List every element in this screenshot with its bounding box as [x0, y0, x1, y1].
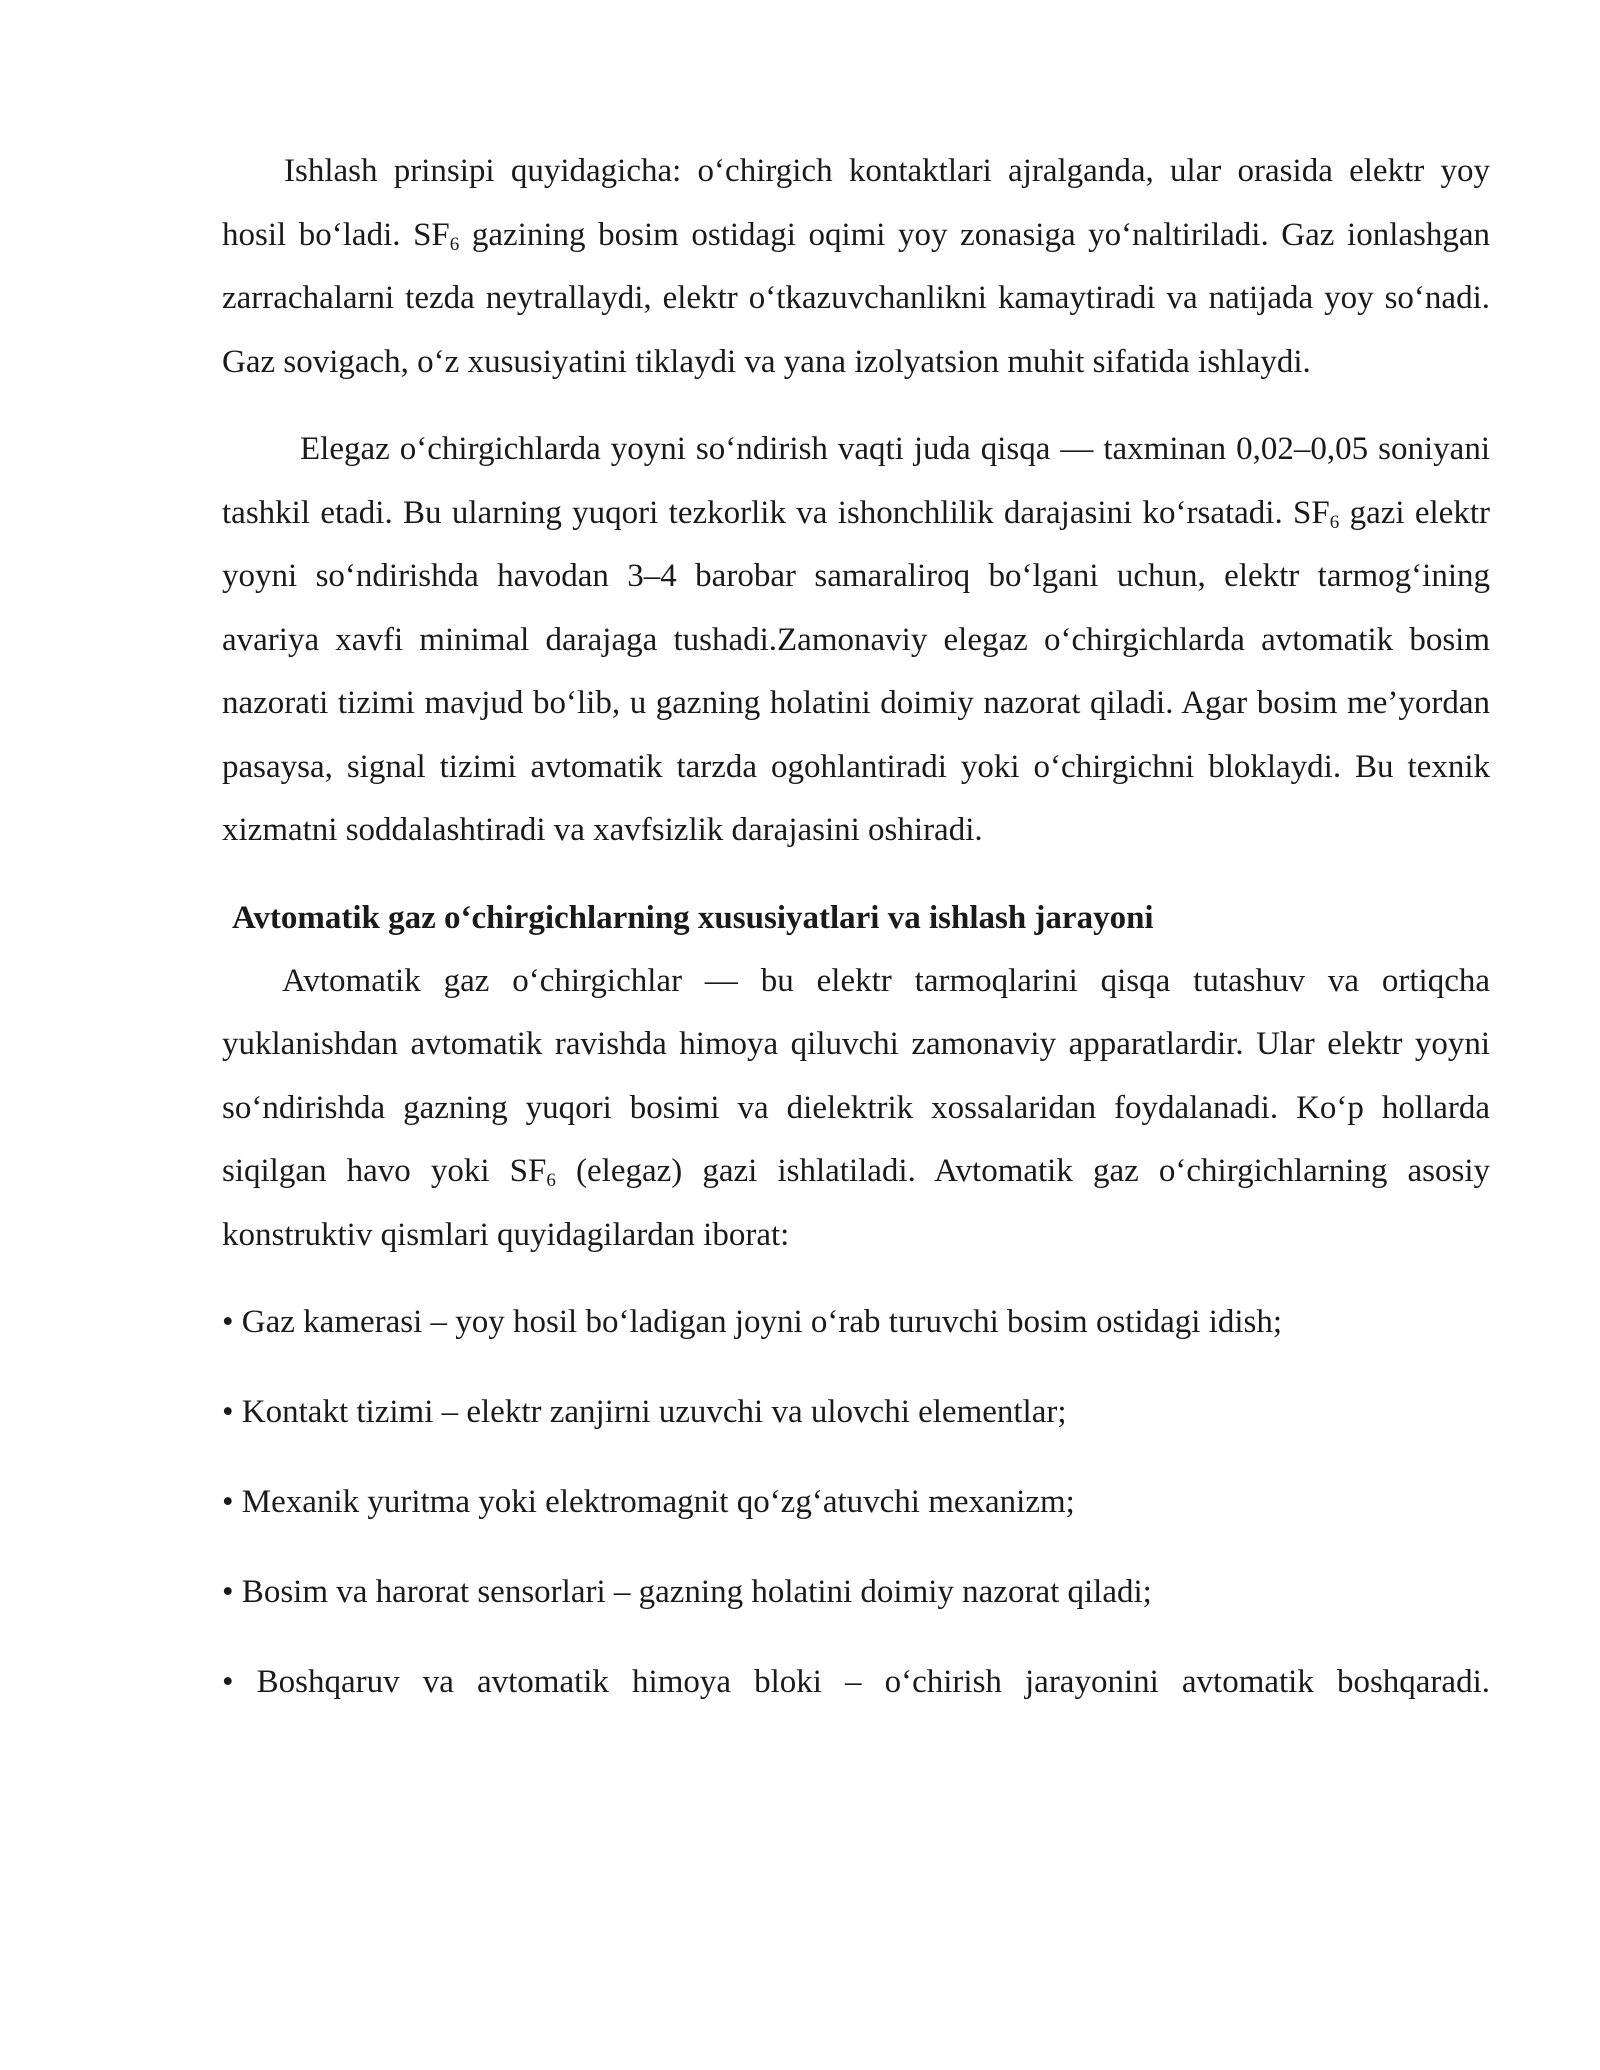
section-heading: Avtomatik gaz o‘chirgichlarning xususiyatlari va ishlash jarayoni [232, 899, 1154, 936]
list-item: • Kontakt tizimi – elektr zanjirni uzuvchi va ulovchi elementlar; [222, 1394, 1067, 1430]
subscript: 6 [546, 1170, 556, 1191]
list-item: • Boshqaruv va avtomatik himoya bloki – o‘chirish jarayonini avtomatik boshqaradi. [222, 1664, 1490, 1700]
list-item: • Gaz kamerasi – yoy hosil bo‘ladigan joyni o‘rab turuvchi bosim ostidagi idish; [222, 1304, 1283, 1340]
paragraph-automatic-breakers [222, 950, 1490, 1268]
paragraph-text: (elegaz) gazi ishlatiladi. Avtomatik gaz o‘chirgichlarning asosiy konstruktiv qismlari quyidagilardan iborat: [222, 1153, 1490, 1253]
paragraph-text: gazining bosim ostidagi oqimi yoy zonasiga yo‘naltiriladi. Gaz ionlashgan zarrachalarni tezda neytrallaydi, elektr o‘tkazuvchanlikni kamaytiradi va natijada yoy so‘nadi. Gaz sovigach, o‘z xususiyatini tiklaydi va yana izolyatsion muhit sifatida ishlaydi. [222, 216, 1490, 380]
paragraph-elegaz-timing [222, 418, 1490, 863]
paragraph-text: Avtomatik gaz o‘chirgichlar — bu elektr tarmoqlarini qisqa tutashuv va ortiqcha yuklanishdan avtomatik ravishda himoya qiluvchi zamonaviy apparatlardir. Ular elektr yoyni so‘ndirishda gazning yuqori bosimi va dielektrik xossalaridan foydalanadi. Ko‘p hollarda siqilgan havo yoki SF [222, 962, 1490, 1189]
list-item: • Bosim va harorat sensorlari – gazning holatini doimiy nazorat qiladi; [222, 1574, 1152, 1610]
subscript: 6 [449, 233, 460, 255]
list-item: • Mexanik yuritma yoki elektromagnit qo‘zg‘atuvchi mexanizm; [222, 1484, 1075, 1520]
paragraph-text: gazi elektr yoyni so‘ndirishda havodan 3–4 barobar samaraliroq bo‘lgani uchun, elektr tarmog‘ining avariya xavfi minimal darajaga tushadi.Zamonaviy elegaz o‘chirgichlarda avtomatik bosim nazorati tizimi mavjud bo‘lib, u gazning holatini doimiy nazorat qiladi. Agar bosim me’yordan pasaysa, signal tizimi avtomatik tarzda ogohlantiradi yoki o‘chirgichni bloklaydi. Bu texnik xizmatni soddalashtiradi va xavfsizlik darajasini oshiradi. [222, 494, 1490, 848]
paragraph-text: Ishlash prinsipi quyidagicha: o‘chirgich kontaktlari ajralganda, ular orasida elektr yoy hosil bo‘ladi. SF [222, 153, 1490, 253]
document-page [222, 140, 1490, 1714]
paragraph-text: Elegaz o‘chirgichlarda yoyni so‘ndirish vaqti juda qisqa — taxminan 0,02–0,05 soniyani tashkil etadi. Bu ularning yuqori tezkorlik va ishonchlilik darajasini ko‘rsatadi. SF [222, 431, 1490, 531]
subscript: 6 [1329, 511, 1340, 533]
paragraph-working-principle [222, 140, 1490, 394]
